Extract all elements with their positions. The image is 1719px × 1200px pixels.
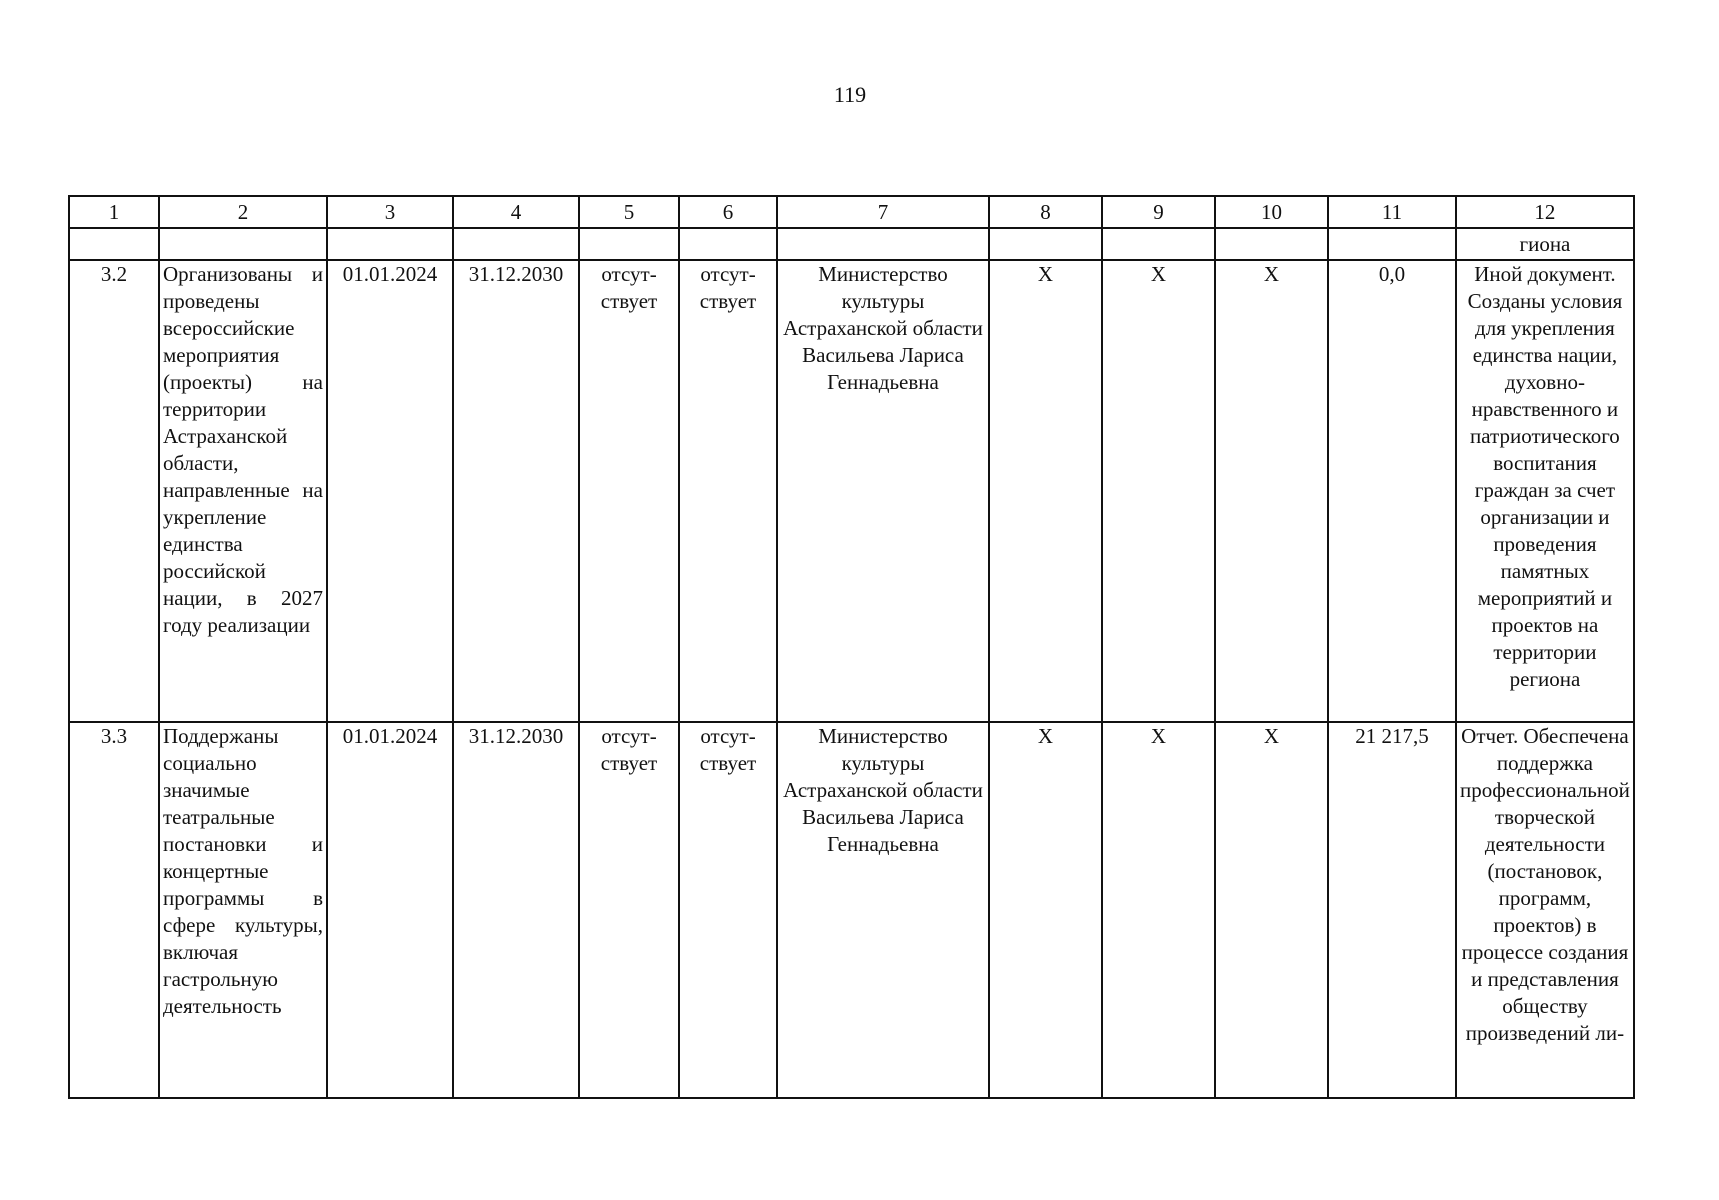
result-description: Поддержаны социально значимые театральные постановки и концертные программы в сфере культуры, включая гастрольную деятельность xyxy=(159,722,327,1098)
row-number: 3.2 xyxy=(69,260,159,722)
table-row xyxy=(69,722,1634,1098)
column-6-value: отсут-ствует xyxy=(679,260,777,722)
column-header: 9 xyxy=(1102,196,1215,228)
column-header: 12 xyxy=(1456,196,1634,228)
responsible-executor: Министерство культуры Астраханской области Васильева Лариса Геннадьевна xyxy=(777,722,989,1098)
end-date: 31.12.2030 xyxy=(453,722,579,1098)
column-10-value: Х xyxy=(1215,722,1328,1098)
result-document: Отчет. Обеспечена поддержка профессиональной творческой деятельности (постановок, программ, проектов) в процессе создания и представления обществу произведений ли- xyxy=(1456,722,1634,1098)
column-header: 10 xyxy=(1215,196,1328,228)
column-header: 11 xyxy=(1328,196,1456,228)
funding-amount: 0,0 xyxy=(1328,260,1456,722)
result-document: Иной документ. Созданы условия для укрепления единства нации, духовно-нравственного и патриотического воспитания граждан за счет организации и проведения памятных мероприятий и проектов на территории региона xyxy=(1456,260,1634,722)
row-number: 3.3 xyxy=(69,722,159,1098)
page-number: 119 xyxy=(833,82,867,107)
start-date: 01.01.2024 xyxy=(327,260,453,722)
column-8-value: Х xyxy=(989,722,1102,1098)
column-header: 6 xyxy=(679,196,777,228)
column-8-value: Х xyxy=(989,260,1102,722)
continuation-row xyxy=(69,228,1634,260)
column-9-value: Х xyxy=(1102,722,1215,1098)
column-5-value: отсут-ствует xyxy=(579,722,679,1098)
column-5-value: отсут-ствует xyxy=(579,260,679,722)
column-header: 1 xyxy=(69,196,159,228)
table-row xyxy=(69,260,1634,722)
column-header: 4 xyxy=(453,196,579,228)
column-header: 7 xyxy=(777,196,989,228)
document-table xyxy=(68,195,1635,1099)
responsible-executor: Министерство культуры Астраханской области Васильева Лариса Геннадьевна xyxy=(777,260,989,722)
result-description: Организованы и проведены всероссийские мероприятия (проекты) на территории Астраханской области, направленные на укрепление единства российской нации, в 2027 году реализации xyxy=(159,260,327,722)
start-date: 01.01.2024 xyxy=(327,722,453,1098)
column-header: 8 xyxy=(989,196,1102,228)
continuation-cell: гиона xyxy=(1456,228,1634,260)
column-number-header-row xyxy=(69,196,1634,228)
funding-amount: 21 217,5 xyxy=(1328,722,1456,1098)
column-10-value: Х xyxy=(1215,260,1328,722)
column-6-value: отсут-ствует xyxy=(679,722,777,1098)
column-header: 2 xyxy=(159,196,327,228)
column-9-value: Х xyxy=(1102,260,1215,722)
end-date: 31.12.2030 xyxy=(453,260,579,722)
column-header: 3 xyxy=(327,196,453,228)
column-header: 5 xyxy=(579,196,679,228)
